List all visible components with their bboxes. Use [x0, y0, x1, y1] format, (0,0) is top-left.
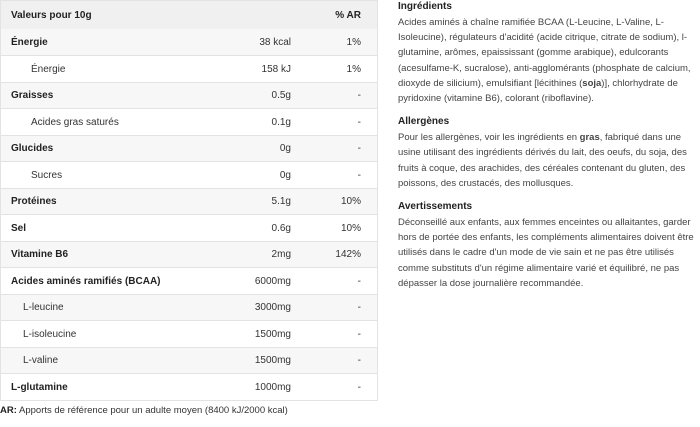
table-row — [1, 55, 377, 82]
row-value: 1000mg — [254, 381, 291, 393]
allergens-title: Allergènes — [398, 116, 450, 128]
row-ar: - — [357, 90, 361, 101]
row-name: L-isoleucine — [23, 328, 77, 340]
row-name: Acides aminés ramifiés (BCAA) — [11, 275, 161, 287]
row-name: Sucres — [31, 169, 63, 181]
warnings-section — [398, 200, 698, 291]
row-ar: - — [357, 381, 361, 393]
row-name: Énergie — [11, 36, 48, 48]
row-ar: 1% — [346, 63, 361, 75]
row-name: Graisses — [11, 90, 54, 101]
row-name: L-leucine — [23, 302, 64, 313]
row-name: Sel — [11, 222, 27, 234]
table-row — [1, 267, 377, 294]
header-ar: % AR — [335, 9, 361, 21]
table-row — [1, 82, 377, 108]
ingredients-section — [398, 0, 698, 106]
row-ar: - — [357, 143, 361, 154]
row-ar: - — [357, 302, 361, 313]
row-ar: - — [357, 355, 361, 366]
row-value: 6000mg — [254, 275, 291, 287]
row-value: 0.6g — [271, 222, 291, 234]
product-info — [398, 0, 698, 300]
warnings-text: Déconseillé aux enfants, aux femmes enceintes ou allaitantes, garder hors de portée des enfants, les compléments alimentaires doivent être utilisés dans le cadre d'un mode de vie sain et ne pas être utilisés comme substituts d'un régime alimentaire varié et équilibré, ne pas dépasser la dose journalière recommandée. — [398, 217, 694, 289]
row-value: 0.1g — [271, 116, 291, 128]
row-name: Vitamine B6 — [11, 249, 69, 260]
row-ar: - — [357, 275, 361, 287]
row-ar: 1% — [346, 36, 361, 48]
warnings-title: Avertissements — [398, 201, 473, 213]
ingredients-text: Acides aminés à chaîne ramifiée BCAA (L-Leucine, L-Valine, L-Isoleucine), régulateurs d'acidité (acide citrique, citrate de sodium), l-glutamine, arômes, epaississant (gomme arabique), edulcorants (acesulfame-K, sucralose), anti-agglomérants (phosphate de calcium, dioxyde de silicium), emulsifiant [lécithines (soja)], chlorhydrate de pyridoxine (vitamine B6), colorant (riboflavine). — [398, 17, 691, 105]
table-row — [1, 241, 377, 267]
footnote — [0, 405, 288, 416]
row-value: 0g — [279, 169, 291, 181]
row-value: 1500mg — [254, 328, 291, 340]
table-row — [1, 294, 377, 320]
footnote-label: AR: — [0, 405, 17, 416]
row-ar: - — [357, 169, 361, 181]
row-ar: 142% — [335, 249, 361, 260]
header-name: Valeurs pour 10g — [11, 9, 92, 21]
table-row — [1, 320, 377, 347]
row-value: 2mg — [271, 249, 291, 260]
table-header — [1, 1, 377, 29]
row-value: 0g — [279, 143, 291, 154]
row-name: Protéines — [11, 196, 57, 207]
row-ar: - — [357, 328, 361, 340]
row-ar: - — [357, 116, 361, 128]
table-row — [1, 108, 377, 135]
row-name: Glucides — [11, 143, 54, 154]
table-row — [1, 135, 377, 161]
row-name: Acides gras saturés — [31, 116, 119, 128]
allergens-bold: gras — [579, 132, 600, 144]
table-row — [1, 161, 377, 188]
table-row — [1, 29, 377, 55]
row-value: 3000mg — [254, 302, 291, 313]
row-value: 38 kcal — [259, 36, 291, 48]
row-name: L-valine — [23, 355, 59, 366]
table-row — [1, 188, 377, 214]
row-value: 0.5g — [271, 90, 291, 101]
allergens-text: Pour les allergènes, voir les ingrédients en gras, fabriqué dans une usine utilisant des ingrédients dérivés du lait, des oeufs, du soja, des fruits à coque, des arachides, des céréales contenant du gluten, des poissons, des crustacés, des mollusques. — [398, 132, 687, 189]
table-row — [1, 347, 377, 373]
row-value: 5.1g — [271, 196, 291, 207]
row-name: Énergie — [31, 63, 66, 75]
row-value: 1500mg — [254, 355, 291, 366]
ingredients-title: Ingrédients — [398, 1, 452, 12]
row-ar: 10% — [340, 196, 361, 207]
table-row — [1, 373, 377, 400]
allergen-bold: soja — [582, 77, 602, 89]
row-name: L-glutamine — [11, 381, 68, 393]
footnote-text: Apports de référence pour un adulte moyen (8400 kJ/2000 kcal) — [16, 405, 288, 416]
row-value: 158 kJ — [261, 63, 291, 75]
table-row — [1, 214, 377, 241]
allergens-section — [398, 115, 698, 191]
row-ar: 10% — [340, 222, 361, 234]
